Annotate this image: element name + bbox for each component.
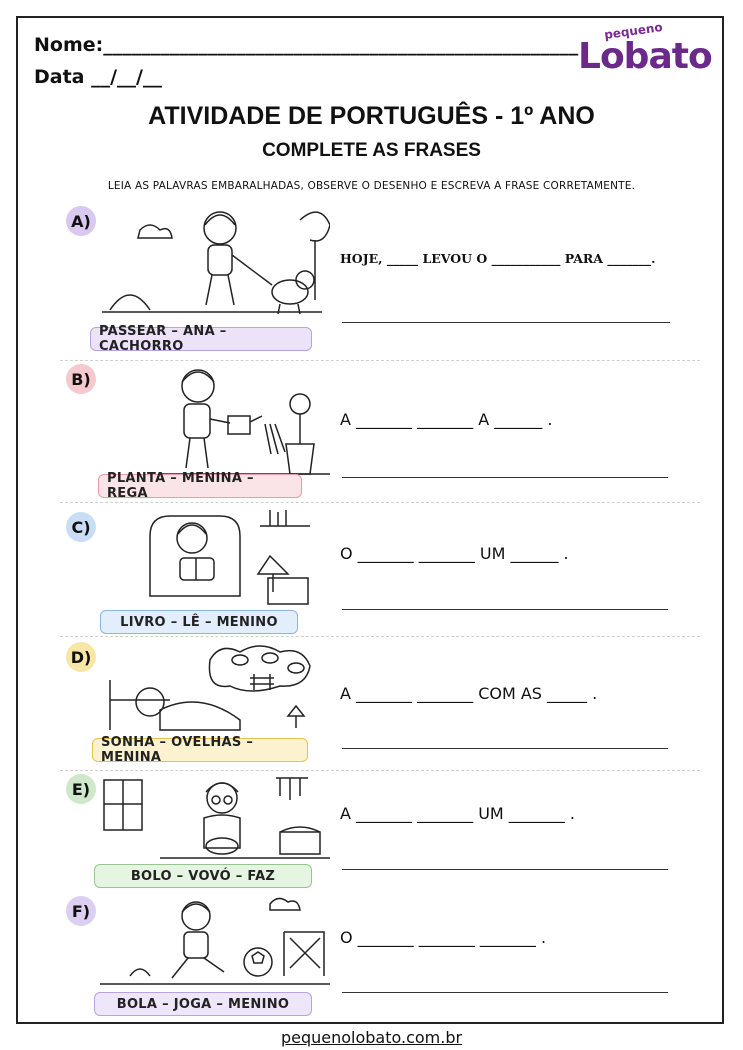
- answer-line[interactable]: [342, 992, 668, 993]
- exercise-letter-badge: F): [66, 896, 96, 926]
- exercise-letter-badge: D): [66, 642, 96, 672]
- scrambled-words-box: PLANTA – MENINA – REGA: [98, 474, 302, 498]
- pequeno-lobato-logo: [578, 19, 718, 82]
- instructions: LEIA AS PALAVRAS EMBARALHADAS, OBSERVE O DESENHO E ESCREVA A FRASE CORRETAMENTE.: [107, 180, 636, 192]
- illustration-grandma-baking-cake: [100, 774, 330, 862]
- answer-line[interactable]: [342, 609, 668, 610]
- scrambled-words-box: SONHA – OVELHAS – MENINA: [92, 738, 308, 762]
- divider: [60, 360, 700, 361]
- sentence-template: A _______ _______ UM _______ .: [340, 804, 575, 823]
- divider: [60, 636, 700, 637]
- exercise-letter-badge: E): [66, 774, 96, 804]
- exercise-letter-badge: C): [66, 512, 96, 542]
- exercise-a: [60, 200, 700, 360]
- page-subtitle: COMPLETE AS FRASES: [262, 140, 481, 161]
- illustration-girl-watering-plant: [100, 364, 330, 482]
- scrambled-words-box: PASSEAR – ANA – CACHORRO: [90, 327, 312, 351]
- scrambled-words-box: LIVRO – LÊ – MENINO: [100, 610, 298, 634]
- scrambled-words-box: BOLA – JOGA – MENINO: [94, 992, 312, 1016]
- answer-line[interactable]: [342, 477, 668, 478]
- answer-line[interactable]: [342, 322, 670, 323]
- illustration-girl-walking-dog: [100, 200, 330, 318]
- date-field-label: Data __/__/__: [34, 66, 162, 88]
- sentence-template: A _______ _______ A ______ .: [340, 410, 553, 429]
- name-field-label: Nome:__________________________________________________: [34, 34, 579, 56]
- page-title: ATIVIDADE DE PORTUGUÊS - 1º ANO: [148, 102, 595, 130]
- exercise-e: [60, 774, 700, 890]
- sentence-template: O _______ _______ _______ .: [340, 928, 547, 947]
- exercise-f: [60, 892, 700, 1022]
- answer-line[interactable]: [342, 748, 668, 749]
- sentence-template: HOJE, _____ LEVOU O ___________ PARA _______.: [340, 251, 656, 266]
- sentence-template: A _______ _______ COM AS _____ .: [340, 684, 598, 703]
- logo-big-text: Lobato: [578, 36, 712, 77]
- divider: [60, 502, 700, 503]
- illustration-girl-dreaming-sheep: [100, 640, 330, 736]
- exercise-letter-badge: B): [66, 364, 96, 394]
- divider: [60, 770, 700, 771]
- exercise-d: [60, 640, 700, 770]
- answer-line[interactable]: [342, 869, 668, 870]
- scrambled-words-box: BOLO – VOVÓ – FAZ: [94, 864, 312, 888]
- illustration-boy-playing-soccer: [100, 892, 330, 988]
- exercise-b: [60, 364, 700, 502]
- illustration-boy-reading-book: [100, 506, 330, 606]
- sentence-template: O _______ _______ UM ______ .: [340, 544, 569, 563]
- exercise-letter-badge: A): [66, 206, 96, 236]
- logo-small-text: pequeno: [603, 19, 664, 43]
- exercise-c: [60, 506, 700, 634]
- website-link[interactable]: pequenolobato.com.br: [280, 1028, 463, 1047]
